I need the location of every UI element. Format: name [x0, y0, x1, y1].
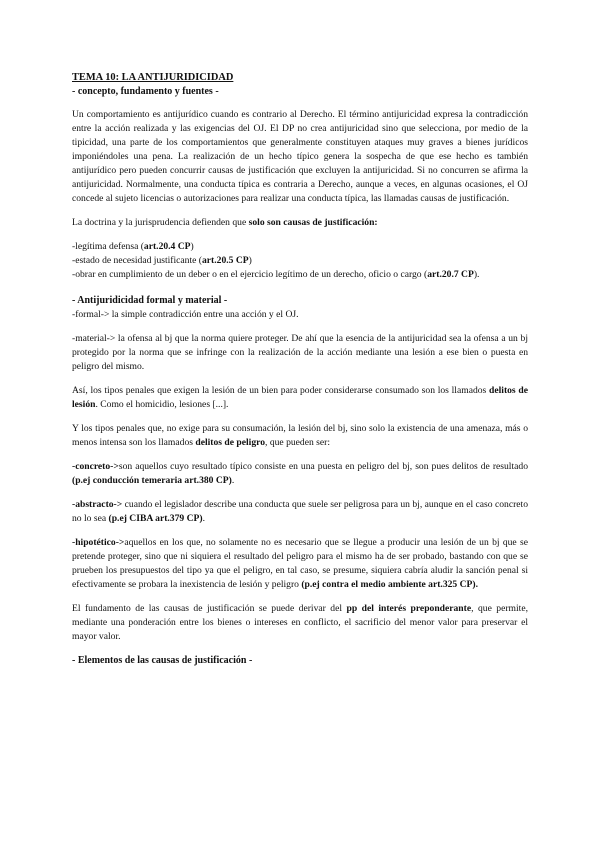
peligro-tail: , que pueden ser:	[265, 437, 331, 448]
fundamento-paragraph	[72, 602, 528, 644]
abstracto-bold: (p.ej CIBA art.379 CP)	[108, 513, 203, 524]
causes-lead-bold: solo son causas de justificación:	[248, 217, 378, 228]
abstracto-dot: .	[202, 513, 205, 524]
lesion-bold: delitos de lesión	[72, 385, 528, 410]
peligro-paragraph	[72, 422, 528, 450]
lesion-text: Así, los tipos penales que exigen la lesión de un bien para poder considerarse consumado son los llamados	[72, 385, 490, 396]
concreto-bold: (p.ej conducción temeraria art.380 CP)	[72, 475, 232, 486]
causes-lead-paragraph	[72, 216, 528, 230]
cause-item-legitima-defensa	[72, 240, 528, 254]
hipotetico-label: -hipotético->	[72, 537, 125, 548]
cause-close: )	[190, 241, 194, 252]
concreto-label: -concreto->	[72, 461, 119, 472]
lesion-paragraph	[72, 384, 528, 412]
lesion-tail: . Como el homicidio, lesiones [...].	[95, 399, 229, 410]
material-paragraph: -material-> la ofensa al bj que la norma quiere proteger. De ahí que la esencia de la antijuricidad sea la ofensa a un bj protegido por la norma que se infringe con la realización de la acción mediante una lesión a ese bien o puesta en peligro del mismo.	[72, 333, 528, 372]
peligro-bold: delitos de peligro	[195, 437, 266, 448]
cause-ref: art.20.5 CP	[202, 255, 249, 266]
abstracto-paragraph	[72, 498, 528, 526]
cause-close: ).	[473, 269, 480, 280]
fundamento-tail: , que permite, mediante una ponderación entre los bienes o intereses en conflicto, el sacrificio del menor valor para preservar el mayor valor.	[72, 603, 528, 642]
hipotetico-paragraph	[72, 536, 528, 592]
causes-lead-text: La doctrina y la jurisprudencia defienden que	[72, 217, 249, 228]
peligro-text: Y los tipos penales que, no exige para su consumación, la lesión del bj, sino solo la existencia de una amenaza, más o menos intensa son los llamados	[72, 423, 528, 448]
cause-text: -legítima defensa (	[72, 241, 144, 252]
cause-close: )	[248, 255, 252, 266]
concreto-text: son aquellos cuyo resultado típico consiste en una puesta en peligro del bj, son pues delitos de resultado	[118, 461, 528, 472]
concreto-dot: .	[231, 475, 235, 486]
hipotetico-bold: (p.ej contra el medio ambiente art.325 CP).	[301, 579, 479, 590]
formal-material-heading: - Antijuridicidad formal y material -	[72, 295, 228, 306]
fundamento-text: El fundamento de las causas de justificación se puede derivar del	[72, 603, 347, 614]
page-subtitle: - concepto, fundamento y fuentes -	[72, 86, 219, 97]
cause-ref: art.20.7 CP	[427, 269, 474, 280]
cause-ref: art.20.4 CP	[143, 241, 191, 252]
abstracto-label: -abstracto->	[72, 499, 123, 510]
abstracto-text: cuando el legislador describe una conducta que suele ser peligrosa para un bj, aunque en el caso concreto no lo sea	[72, 499, 528, 524]
page-title: TEMA 10: LA ANTIJURIDICIDAD	[72, 72, 234, 83]
concreto-paragraph	[72, 460, 528, 488]
hipotetico-text: aquellos en los que, no solamente no es necesario que se llegue a producir una lesión de un bj que se pretende proteger, sino que ni siquiera el resultado del peligro para el mismo ha de ser probado, bastando con que se prueben los presupuestos del tipo ya que el peligro, en tal caso, se presume, siquiera cabría aludir la sanción penal si efectivamente se probara la inexistencia de lesión y peligro	[72, 537, 528, 590]
cause-text: -obrar en cumplimiento de un deber o en el ejercicio legítimo de un derecho, oficio o cargo (	[72, 269, 428, 280]
intro-paragraph: Un comportamiento es antijurídico cuando es contrario al Derecho. El término antijuricidad expresa la contradicción entre la acción realizada y las exigencias del OJ. El DP no crea antijuricidad sino que selecciona, por medio de la tipicidad, una parte de los comportamientos que generalmente constituyen ataques muy graves a bienes jurídicos imponiéndoles una pena. La realización de un hecho típico genera la sospecha de que ese hecho es también antijurídico pero pueden concurrir causas de justificación que excluyen la antijuricidad. Si no concurren se afirma la antijuricidad. Normalmente, una conducta típica es contraria a Derecho, aunque a veces, en algunas ocasiones, el OJ concede al sujeto licencias o autorizaciones para realizar una conducta típica, las llamadas causas de justificación.	[72, 109, 528, 204]
fundamento-bold: pp del interés preponderante	[346, 603, 472, 614]
elementos-heading: - Elementos de las causas de justificación -	[72, 655, 253, 666]
document-body	[72, 71, 528, 668]
cause-item-estado-necesidad	[72, 254, 528, 268]
cause-item-cumplimiento-deber	[72, 268, 528, 282]
cause-text: -estado de necesidad justificante (	[72, 255, 202, 266]
formal-paragraph: -formal-> la simple contradicción entre una acción y el OJ.	[72, 309, 299, 320]
